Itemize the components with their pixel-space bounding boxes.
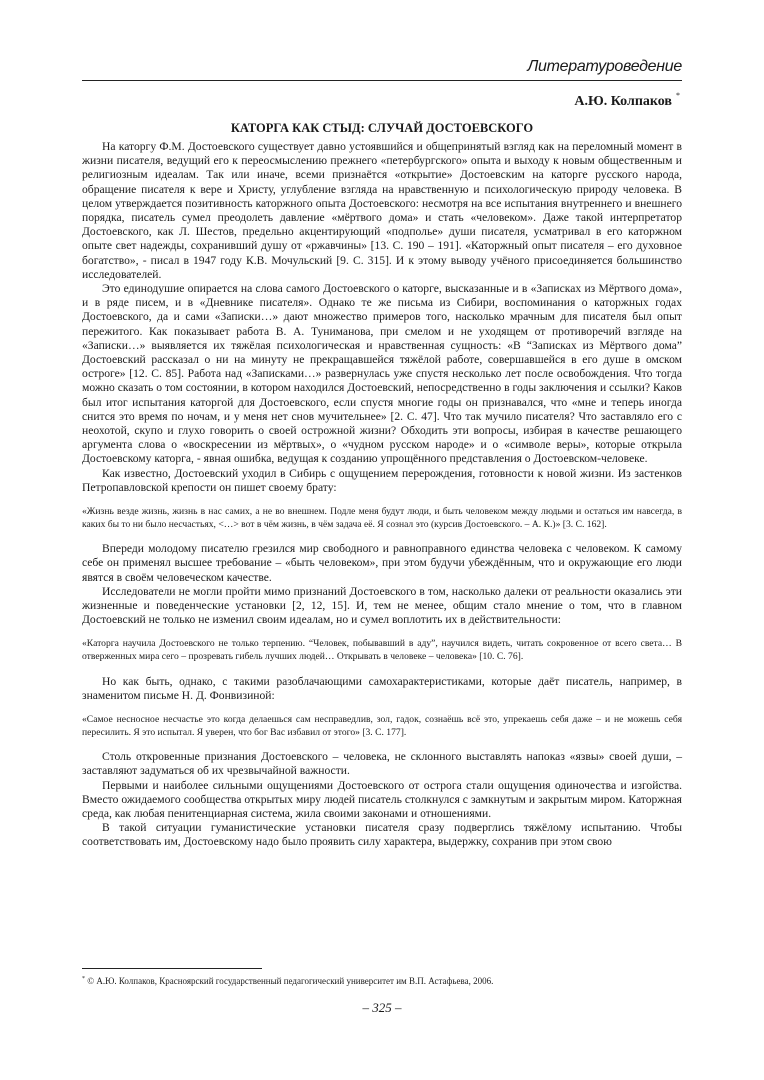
footnote-mark: *: [82, 976, 85, 982]
author-name: [574, 91, 680, 110]
block-quote: «Самое несносное несчастье это когда делаешься сам несправедлив, зол, гадок, сознаёшь всё это, упрекаешь себя даже – и не можешь себя пересилить. Я это испытал. Я уверен, что бог Вас избавил от этого» [3. С. 177].: [82, 714, 682, 738]
footnote-rule: [82, 968, 262, 969]
article-title: КАТОРГА КАК СТЫД: СЛУЧАЙ ДОСТОЕВСКОГО: [230, 121, 534, 135]
footnote-text: © А.Ю. Колпаков, Красноярский государственный педагогический университет им В.П. Астафьева, 2006.: [87, 976, 494, 986]
paragraph: Исследователи не могли пройти мимо признаний Достоевского в том, насколько далеки от реальности оказались эти жизненные и поведенческие установки [2, 12, 15]. И, тем не менее, общим стало мнение о том, что в главном Достоевский не только не изменил своим идеалам, но и сумел воплотить их в действительности:: [82, 584, 682, 627]
page-number: – 325 –: [362, 1000, 402, 1015]
paragraph: Это единодушие опирается на слова самого Достоевского о каторге, высказанные и в «Записках из Мёртвого дома», и в ряде писем, и в «Дневнике писателя». Однако те же письма из Сибири, воспоминания о каторжных годах Достоевского, да и сами «Записки…» дают множество примеров того, насколько мрачным для писателя был опыт пережитого. Как показывает работа В. А. Туниманова, при смелом и не уходящем от противоречий взгляде на «Записки…» выявляется их тяжёлая психологическая и нравственная сущность: «В “Записках из Мёртвого дома” Достоевский рассказал о ни на минуту не прекращавшейся тяжёлой работе, совершавшейся в его душе в омском остроге» [12. С. 85]. Работа над «Записками…» развернулась уже спустя несколько лет после освобождения. Что тогда можно сказать о том состоянии, в котором находился Достоевский, непосредственно в годы заключения и ссылки? Каков был итог испытания каторгой для Достоевского, если спустя многие годы он признавался, что «мне и теперь иногда снится это время по ночам, и у меня нет снов мучительнее» [2. С. 47]. Что так мучило писателя? Что заставляло его с неохотой, скупо и глухо говорить о своей острожной жизни? Обходить эти вопросы, избирая в качестве решающего аргумента слова о «воскресении из мёртвых», о «чудном русском народе» и о «символе веры», которые открыла Достоевскому каторга, - явная ошибка, ведущая к созданию упрощённого представления о Достоевском-человеке.: [82, 282, 682, 466]
header-rule: [82, 80, 682, 81]
paragraph: На каторгу Ф.М. Достоевского существует давно устоявшийся и общепринятый взгляд как на переломный момент в жизни писателя, ведущий его к переосмыслению прежнего «петербургского» опыта и выходу к новым общественным и религиозным идеалам. Так или иначе, всеми признаётся «открытие» Достоевским на каторге русского народа, обращение писателя к вере и Христу, углубление взгляда на нравственную и психологическую природу человека. В целом утверждается позитивность каторжного опыта Достоевского: несмотря на все испытания внутреннего и внешнего порядка, писатель сумел преодолеть давление «мёртвого дома» и стать «человеком». Даже такой интерпретатор Достоевского, как Л. Шестов, предельно акцентирующий «подполье» души писателя, усматривал в его каторжном опыте свет надежды, сохранивший душу от «ржавчины» [13. С. 190 – 191]. «Каторжный опыт писателя – его духовное богатство», - писал в 1947 году К.В. Мочульский [9. С. 315]. И к этому выводу учёного присоединяется большинство исследователей.: [82, 140, 682, 281]
author-footnote-mark: *: [676, 91, 680, 100]
article-body: [82, 140, 682, 850]
paragraph: Но как быть, однако, с такими разоблачающими самохарактеристиками, которые даёт писатель, например, в знаменитом письме Н. Д. Фонвизиной:: [82, 674, 682, 702]
paragraph: Столь откровенные признания Достоевского – человека, не склонного выставлять напоказ «язвы» своей души, – заставляют задуматься об их чрезвычайной важности.: [82, 750, 682, 778]
paragraph: В такой ситуации гуманистические установки писателя сразу подверглись тяжёлому испытанию. Чтобы соответствовать им, Достоевскому надо было проявить силу характера, выдержку, сохранив при этом свою: [82, 821, 682, 849]
paragraph: Впереди молодому писателю грезился мир свободного и равноправного единства человека с человеком. К самому себе он применял высшее требование – «быть человеком», при этом будучи убеждённым, что и окружающие его люди явятся в своём человеческом качестве.: [82, 542, 682, 584]
author-name-text: А.Ю. Колпаков: [574, 94, 672, 109]
paragraph: Как известно, Достоевский уходил в Сибирь с ощущением перерождения, готовности к новой жизни. Из застенков Петропавловской крепости он пишет своему брату:: [82, 466, 682, 494]
block-quote: «Каторга научила Достоевского не только терпению. “Человек, побывавший в аду”, научился видеть, читать сокровенное от всего света… В отверженных мира сего – прозревать гибель лучших людей… Открывать в человеке – человека» [10. С. 76].: [82, 638, 682, 663]
paragraph: Первыми и наиболее сильными ощущениями Достоевского от острога стали ощущения одиночества и изгойства. Вместо ожидаемого сообщества открытых миру людей писатель столкнулся с замкнутым и закрытым миром. Каторжная среда, как любая пенитенциарная система, жила своими законами и отношениями.: [82, 778, 682, 821]
block-quote: «Жизнь везде жизнь, жизнь в нас самих, а не во внешнем. Подле меня будут люди, и быть человеком между людьми и остаться им навсегда, в каких бы то ни было несчастьях, <…> вот в чём жизнь, в чём задача её. Я сознал это (курсив Достоевского. – А. К.)» [3. С. 162].: [82, 506, 682, 530]
section-rubric: Литературоведение: [527, 58, 682, 75]
footnote: [82, 976, 493, 986]
